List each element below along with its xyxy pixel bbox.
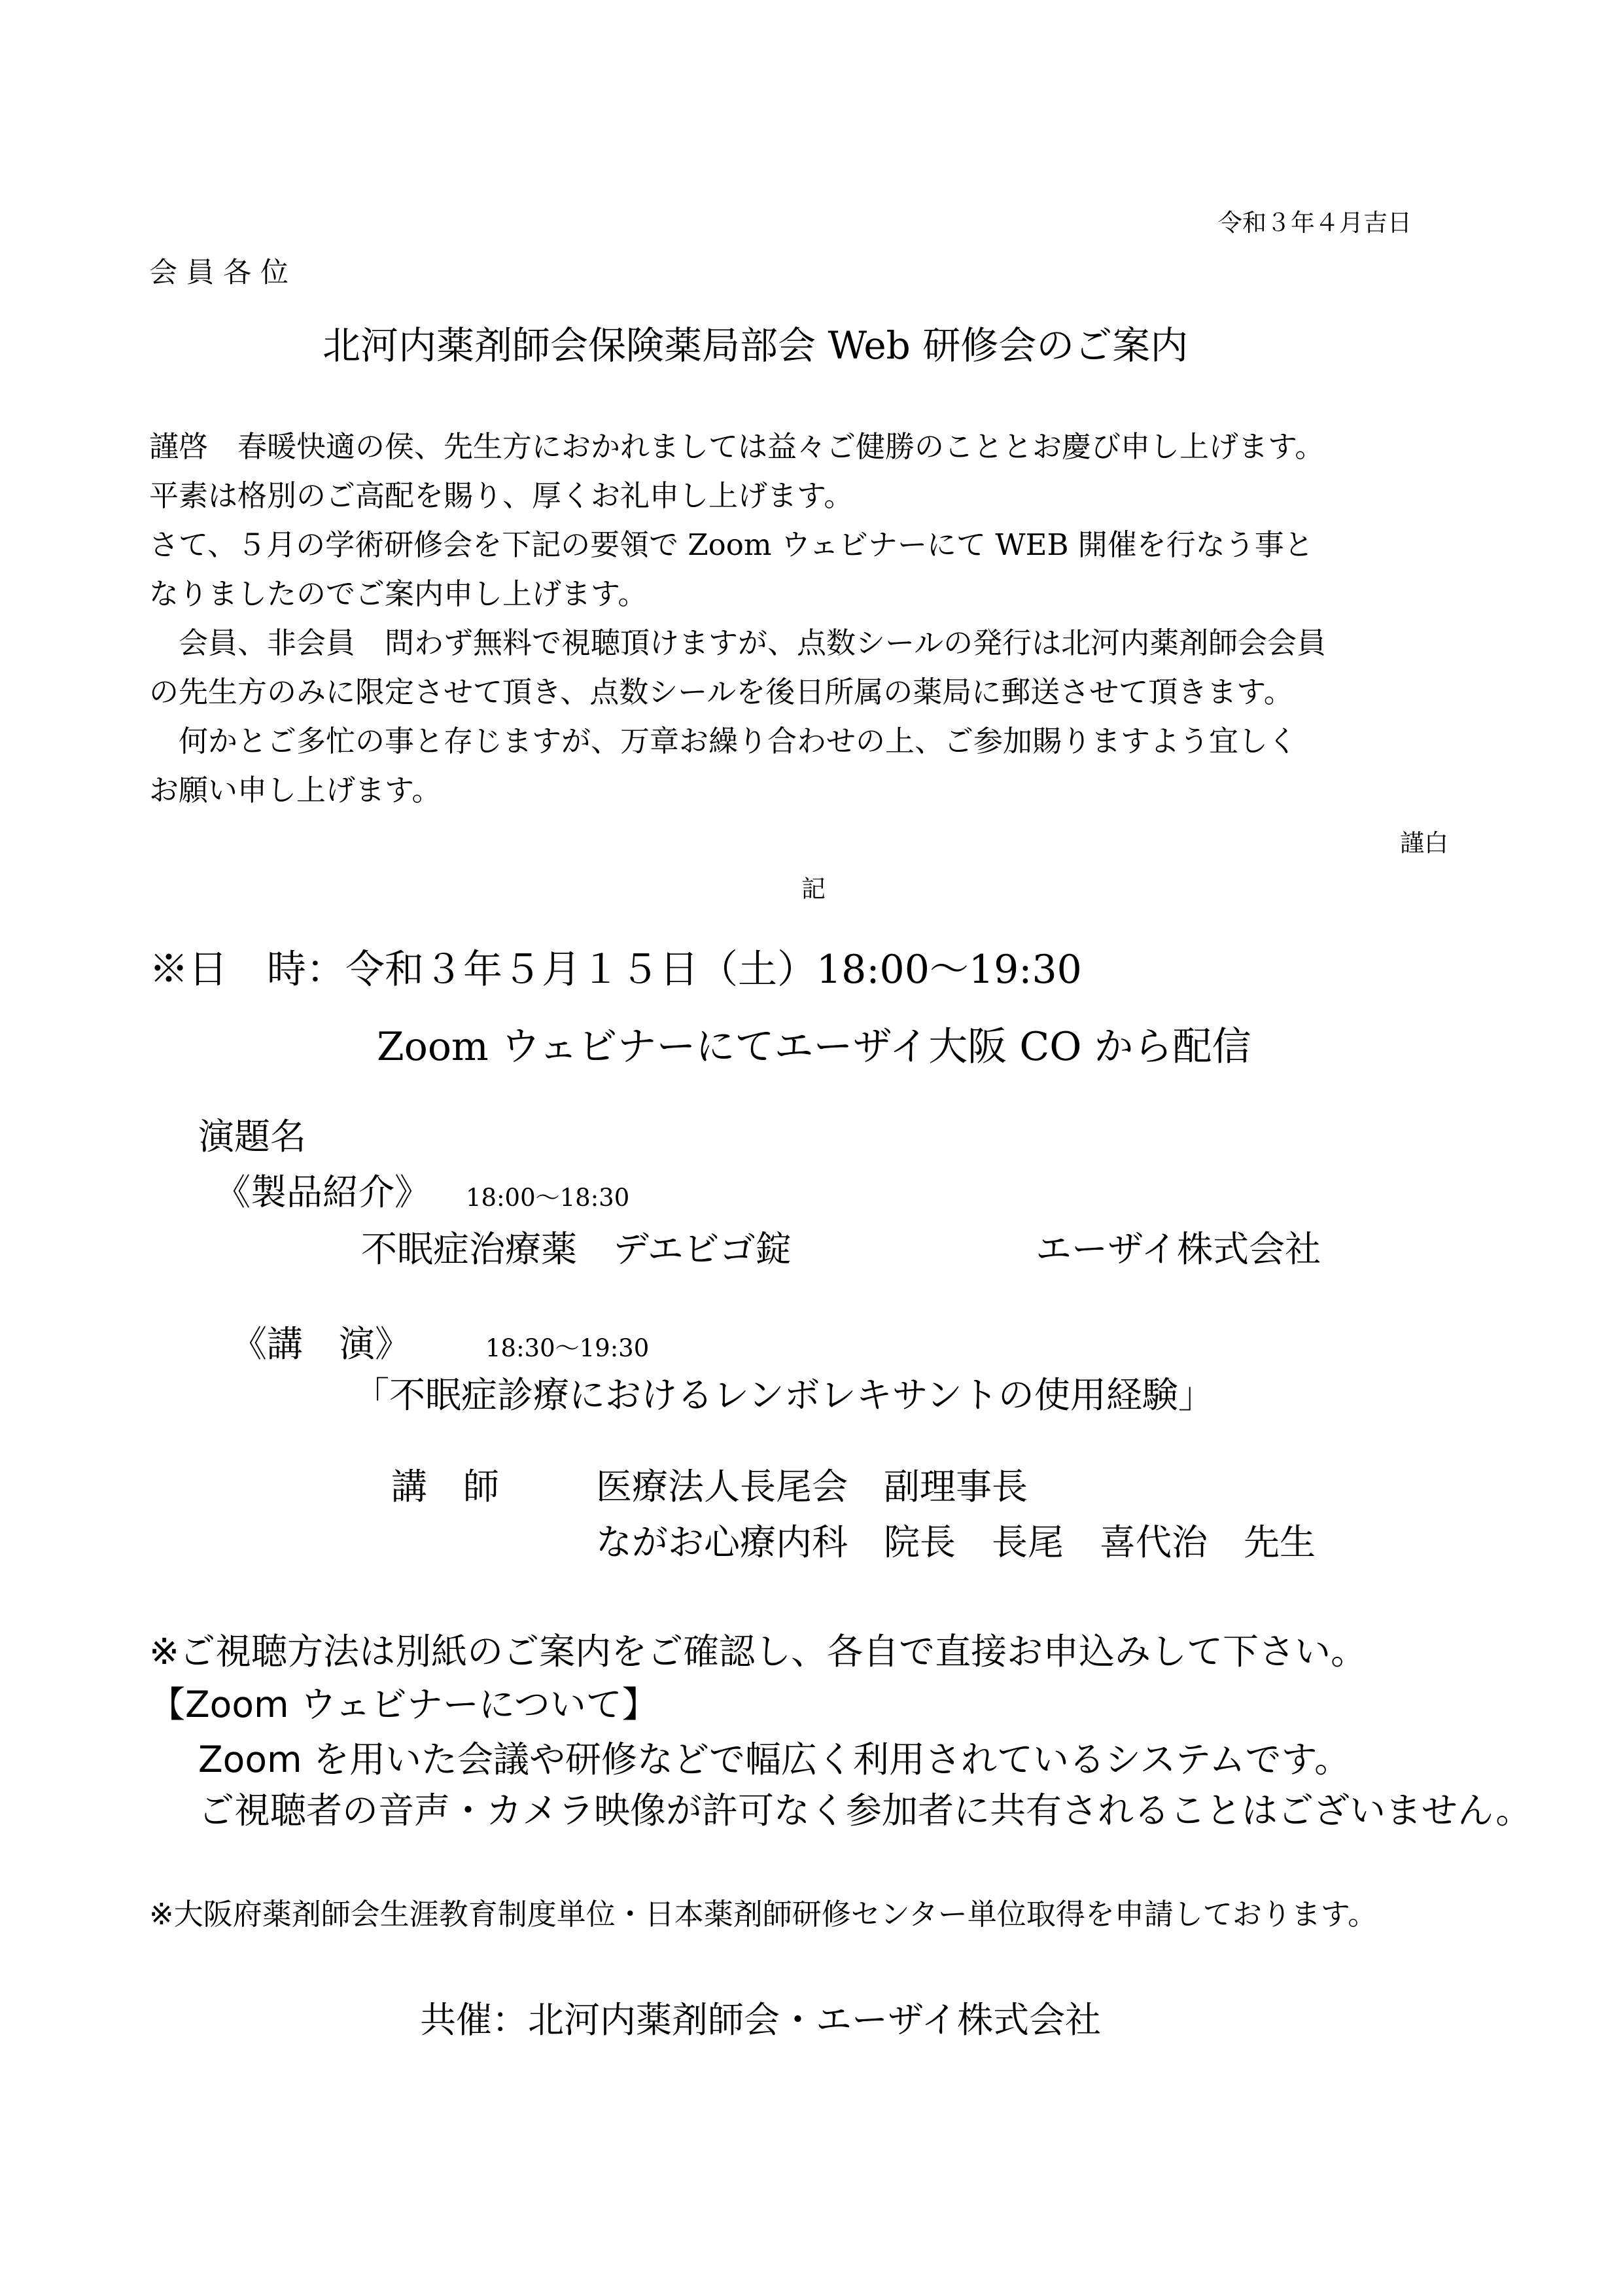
event-venue: Zoom ウェビナーにてエーザイ大阪 CO から配信: [377, 1024, 1251, 1070]
speaker-label: 講 師: [391, 1466, 500, 1508]
product-company: エーザイ株式会社: [1036, 1228, 1321, 1270]
cosponsor: 共催：北河内薬剤師会・エーザイ株式会社: [420, 1999, 1102, 2041]
greeting-line: お願い申し上げます。: [149, 773, 442, 807]
zoom-description: Zoom を用いた会議や研修などで幅広く利用されているシステムです。: [198, 1739, 1351, 1780]
greeting-line: 会員、非会員 問わず無料で視聴頂けますが、点数シールの発行は北河内薬剤師会会員: [149, 626, 1327, 660]
viewing-note: ※ご視聴方法は別紙のご案内をご確認し、各自で直接お申込みして下さい。: [149, 1631, 1367, 1672]
page-title: 北河内薬剤師会保険薬局部会 Web 研修会のご案内: [323, 323, 1189, 368]
closing-word: 謹白: [1400, 829, 1448, 857]
program-heading: 演題名: [198, 1116, 307, 1157]
speaker-name: ながお心療内科 院長 長尾 喜代治 先生: [596, 1521, 1316, 1563]
credits-note: ※大阪府薬剤師会生涯教育制度単位・日本薬剤師研修センター単位取得を申請しております。: [149, 1897, 1378, 1932]
event-datetime: ※日 時：令和３年５月１５日（土）18:00～19:30: [149, 947, 1082, 993]
greeting-line: 謹啓 春暖快適の侯、先生方におかれましては益々ご健勝のこととお慶び申し上げます。: [149, 429, 1325, 464]
zoom-heading: 【Zoom ウェビナーについて】: [149, 1684, 658, 1725]
issue-date: 令和３年４月吉日: [1218, 209, 1412, 237]
greeting-line: 何かとご多忙の事と存じますが、万章お繰り合わせの上、ご参加賜りますよう宜しく: [149, 724, 1298, 758]
zoom-privacy-note: ご視聴者の音声・カメラ映像が許可なく参加者に共有されることはございません。: [198, 1790, 1532, 1831]
greeting-line: の先生方のみに限定させて頂き、点数シールを後日所属の薬局に郵送させて頂きます。: [149, 675, 1293, 709]
product-intro-label: 《製品紹介》: [215, 1171, 431, 1213]
recipient: 会 員 各 位: [149, 256, 289, 289]
lecture-label: 《講 演》: [231, 1323, 411, 1365]
lecture-title: 「不眠症診療におけるレンボレキサントの使用経験」: [353, 1374, 1214, 1416]
speaker-affiliation: 医療法人長尾会 副理事長: [596, 1466, 1028, 1508]
lecture-time: 18:30～19:30: [485, 1334, 650, 1362]
product-drug-name: 不眠症治療薬 デエビゴ錠: [361, 1228, 792, 1270]
greeting-line: さて、５月の学術研修会を下記の要領で Zoom ウェビナーにて WEB 開催を行なう事と: [149, 527, 1314, 562]
greeting-line: 平素は格別のご高配を賜り、厚くお礼申し上げます。: [149, 478, 854, 513]
ki-label: 記: [801, 875, 826, 903]
greeting-line: なりましたのでご案内申し上げます。: [149, 576, 648, 611]
product-intro-time: 18:00～18:30: [466, 1184, 630, 1212]
